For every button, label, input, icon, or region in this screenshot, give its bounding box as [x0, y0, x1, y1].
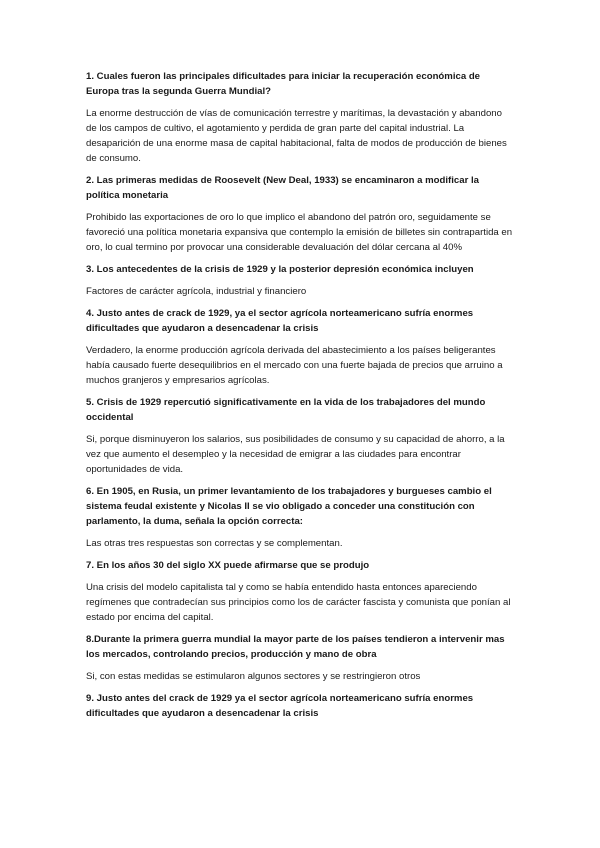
qa-item-3: [86, 262, 514, 299]
question-2: 2. Las primeras medidas de Roosevelt (New Deal, 1933) se encaminaron a modificar la política monetaria: [86, 175, 479, 201]
answer-1: La enorme destrucción de vías de comunicación terrestre y marítimas, la devastación y abandono de los campos de cultivo, el agotamiento y perdida de gran parte del capital industrial. La desaparición de una enorme masa de capital habitacional, falta de modos de producción de bienes de consumo.: [86, 108, 507, 164]
question-1: 1. Cuales fueron las principales dificultades para iniciar la recuperación económica de Europa tras la segunda Guerra Mundial?: [86, 71, 481, 97]
question-7: 7. En los años 30 del siglo XX puede afirmarse que se produjo: [86, 560, 370, 571]
qa-item-7: [86, 558, 514, 625]
qa-item-1: [86, 69, 514, 166]
question-8: 8.Durante la primera guerra mundial la mayor parte de los países tendieron a intervenir mas los mercados, controlando precios, producción y mano de obra: [86, 634, 505, 660]
qa-item-4: [86, 306, 514, 388]
qa-item-2: [86, 173, 514, 255]
answer-6: Las otras tres respuestas son correctas y se complementan.: [86, 538, 343, 549]
qa-item-8: [86, 632, 514, 684]
qa-item-9: [86, 691, 514, 721]
question-4: 4. Justo antes de crack de 1929, ya el sector agrícola norteamericano sufría enormes dificultades que ayudaron a desencadenar la crisis: [86, 308, 474, 334]
question-6: 6. En 1905, en Rusia, un primer levantamiento de los trabajadores y burgueses cambio el sistema feudal existente y Nicolas II se vio obligado a conceder una constitución con parlamento, la duma, señala la opción correcta:: [86, 486, 492, 527]
qa-item-6: [86, 484, 514, 551]
answer-7: Una crisis del modelo capitalista tal y como se había entendido hasta entonces apareciendo regímenes que contradecían sus principios como los de carácter fascista y comunista que ponían al estado por encima del capital.: [86, 582, 511, 623]
answer-3: Factores de carácter agrícola, industrial y financiero: [86, 286, 307, 297]
answer-4: Verdadero, la enorme producción agrícola derivada del abastecimiento a los países beligerantes había causado fuerte desequilibrios en el mercado con una fuerte bajada de precios que arruino a muchos granjeros y empresarios agrícolas.: [86, 345, 503, 386]
question-5: 5. Crisis de 1929 repercutió significativamente en la vida de los trabajadores del mundo occidental: [86, 397, 486, 423]
qa-item-5: [86, 395, 514, 477]
answer-2: Prohibido las exportaciones de oro lo que implico el abandono del patrón oro, seguidamente se favoreció una política monetaria expansiva que contemplo la emisión de billetes sin contrapartida en oro, lo cual termino por provocar una considerable devaluación del dólar cercana al 40%: [86, 212, 513, 253]
question-9: 9. Justo antes del crack de 1929 ya el sector agrícola norteamericano sufría enormes dificultades que ayudaron a desencadenar la crisis: [86, 693, 474, 719]
answer-5: Si, porque disminuyeron los salarios, sus posibilidades de consumo y su capacidad de ahorro, a la vez que aumento el desempleo y la necesidad de emigrar a las ciudades para encontrar oportunidades de vida.: [86, 434, 505, 475]
question-3: 3. Los antecedentes de la crisis de 1929 y la posterior depresión económica incluyen: [86, 264, 474, 275]
answer-8: Si, con estas medidas se estimularon algunos sectores y se restringieron otros: [86, 671, 421, 682]
